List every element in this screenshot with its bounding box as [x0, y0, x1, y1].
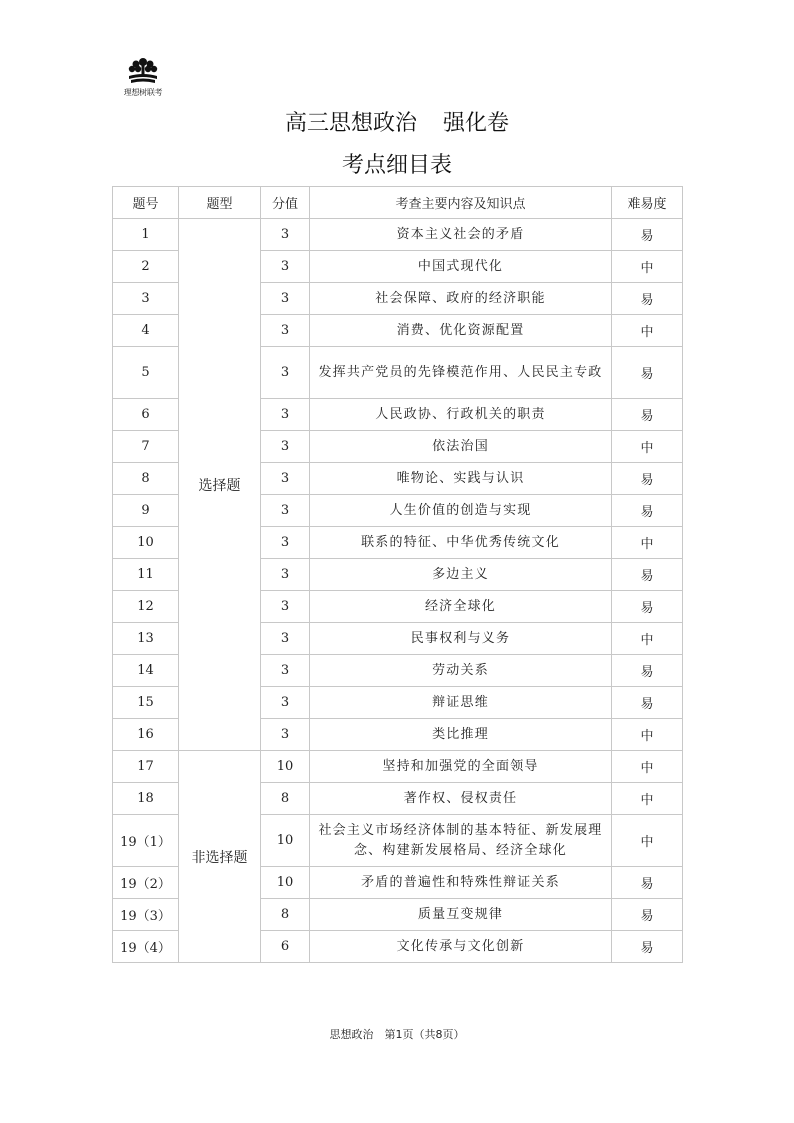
difficulty: 易 [612, 283, 683, 315]
question-number: 12 [113, 591, 179, 623]
knowledge-point: 联系的特征、中华优秀传统文化 [310, 527, 612, 559]
question-score: 10 [261, 867, 310, 899]
question-number: 4 [113, 315, 179, 347]
logo [118, 56, 168, 98]
question-score: 3 [261, 655, 310, 687]
question-number: 8 [113, 463, 179, 495]
question-score: 3 [261, 219, 310, 251]
question-score: 3 [261, 463, 310, 495]
question-number: 19（3） [113, 899, 179, 931]
page-subtitle: 考点细目表 [341, 153, 452, 178]
question-number: 18 [113, 783, 179, 815]
knowledge-point: 坚持和加强党的全面领导 [310, 751, 612, 783]
knowledge-point: 人生价值的创造与实现 [310, 495, 612, 527]
question-number: 7 [113, 431, 179, 463]
difficulty: 易 [612, 655, 683, 687]
column-header: 题型 [179, 187, 261, 219]
knowledge-point: 质量互变规律 [310, 899, 612, 931]
difficulty: 易 [612, 399, 683, 431]
question-number: 16 [113, 719, 179, 751]
difficulty: 中 [612, 315, 683, 347]
logo-text: 理想树联考 [123, 88, 163, 97]
question-number: 2 [113, 251, 179, 283]
knowledge-point: 民事权利与义务 [310, 623, 612, 655]
question-number: 14 [113, 655, 179, 687]
column-header: 考查主要内容及知识点 [310, 187, 612, 219]
knowledge-point: 辩证思维 [310, 687, 612, 719]
question-score: 8 [261, 899, 310, 931]
knowledge-point: 人民政协、行政机关的职责 [310, 399, 612, 431]
question-score: 3 [261, 399, 310, 431]
question-score: 6 [261, 931, 310, 963]
difficulty: 易 [612, 867, 683, 899]
table-row [113, 219, 683, 251]
title-main: 高三思想政治 [284, 111, 417, 136]
question-number: 19（2） [113, 867, 179, 899]
question-score: 3 [261, 251, 310, 283]
difficulty: 中 [612, 815, 683, 867]
page-footer: 思想政治 第1页（共8页） [329, 1028, 465, 1041]
column-header: 难易度 [612, 187, 683, 219]
topic-table [112, 186, 683, 963]
difficulty: 中 [612, 783, 683, 815]
knowledge-point: 经济全球化 [310, 591, 612, 623]
knowledge-point: 矛盾的普遍性和特殊性辩证关系 [310, 867, 612, 899]
knowledge-point: 社会保障、政府的经济职能 [310, 283, 612, 315]
question-score: 3 [261, 431, 310, 463]
knowledge-point: 著作权、侵权责任 [310, 783, 612, 815]
knowledge-point: 多边主义 [310, 559, 612, 591]
question-number: 1 [113, 219, 179, 251]
question-type: 非选择题 [179, 751, 261, 963]
knowledge-point: 文化传承与文化创新 [310, 931, 612, 963]
question-score: 10 [261, 815, 310, 867]
knowledge-point: 唯物论、实践与认识 [310, 463, 612, 495]
column-header: 题号 [113, 187, 179, 219]
knowledge-point: 社会主义市场经济体制的基本特征、新发展理念、构建新发展格局、经济全球化 [310, 815, 612, 867]
difficulty: 中 [612, 251, 683, 283]
question-number: 13 [113, 623, 179, 655]
question-score: 3 [261, 559, 310, 591]
question-number: 11 [113, 559, 179, 591]
title-suffix: 强化卷 [443, 111, 510, 136]
difficulty: 中 [612, 751, 683, 783]
table-header-row [113, 187, 683, 219]
difficulty: 易 [612, 899, 683, 931]
question-score: 3 [261, 283, 310, 315]
question-number: 5 [113, 347, 179, 399]
tree-logo-icon [125, 56, 161, 86]
question-score: 3 [261, 687, 310, 719]
difficulty: 中 [612, 431, 683, 463]
question-score: 3 [261, 591, 310, 623]
question-score: 3 [261, 315, 310, 347]
knowledge-point: 发挥共产党员的先锋模范作用、人民民主专政 [310, 347, 612, 399]
question-number: 19（4） [113, 931, 179, 963]
difficulty: 易 [612, 495, 683, 527]
question-number: 10 [113, 527, 179, 559]
question-number: 17 [113, 751, 179, 783]
difficulty: 中 [612, 527, 683, 559]
knowledge-point: 劳动关系 [310, 655, 612, 687]
question-score: 3 [261, 527, 310, 559]
difficulty: 易 [612, 219, 683, 251]
difficulty: 易 [612, 347, 683, 399]
question-score: 10 [261, 751, 310, 783]
knowledge-point: 中国式现代化 [310, 251, 612, 283]
difficulty: 易 [612, 591, 683, 623]
question-type: 选择题 [179, 219, 261, 751]
difficulty: 易 [612, 559, 683, 591]
question-score: 3 [261, 347, 310, 399]
difficulty: 易 [612, 931, 683, 963]
question-score: 8 [261, 783, 310, 815]
knowledge-point: 消费、优化资源配置 [310, 315, 612, 347]
difficulty: 中 [612, 623, 683, 655]
question-number: 6 [113, 399, 179, 431]
question-number: 9 [113, 495, 179, 527]
difficulty: 中 [612, 719, 683, 751]
knowledge-point: 依法治国 [310, 431, 612, 463]
difficulty: 易 [612, 687, 683, 719]
question-score: 3 [261, 719, 310, 751]
difficulty: 易 [612, 463, 683, 495]
column-header: 分值 [261, 187, 310, 219]
knowledge-point: 类比推理 [310, 719, 612, 751]
question-number: 3 [113, 283, 179, 315]
knowledge-point: 资本主义社会的矛盾 [310, 219, 612, 251]
question-score: 3 [261, 623, 310, 655]
question-score: 3 [261, 495, 310, 527]
table-row [113, 751, 683, 783]
question-number: 19（1） [113, 815, 179, 867]
page-title [0, 106, 794, 137]
question-number: 15 [113, 687, 179, 719]
